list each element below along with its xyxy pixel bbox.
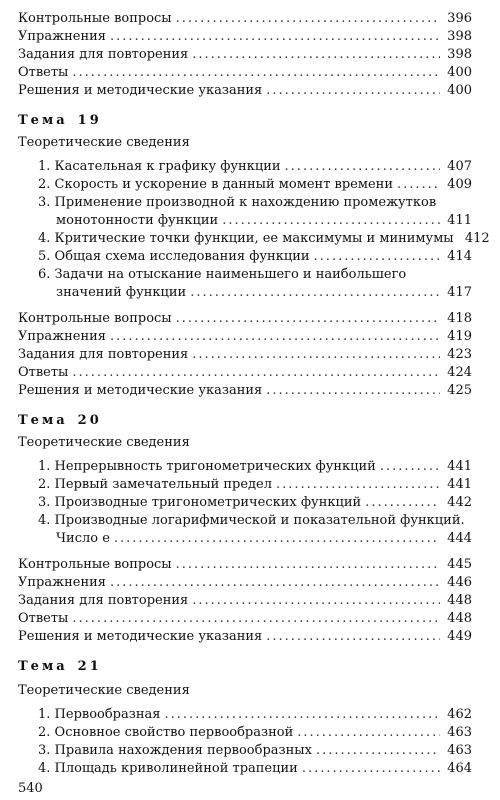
dot-leader [192, 592, 440, 610]
dot-leader [72, 364, 440, 382]
entry-title-line1: 4. Производные логарифмической и показательной функций. [38, 513, 465, 528]
entry-title: 1. Первообразная [38, 707, 161, 722]
entry-title: Ответы [18, 365, 69, 380]
toc-entry [18, 346, 472, 364]
entry-title: 3. Правила нахождения первообразных [38, 743, 312, 758]
entry-title: Ответы [18, 65, 69, 80]
entry-page: 441 [447, 459, 472, 474]
entry-page: 449 [447, 629, 472, 644]
toc-entry [18, 574, 472, 592]
dot-leader [222, 212, 440, 230]
entry-page: 418 [447, 311, 472, 326]
dot-leader [365, 494, 440, 512]
dot-leader [276, 476, 440, 494]
entry-title: Число e [56, 531, 110, 546]
toc-entry [38, 724, 472, 742]
entry-page: 407 [447, 159, 472, 174]
dot-leader [302, 760, 440, 778]
dot-leader [110, 328, 440, 346]
toc-entry [18, 592, 472, 610]
dot-leader [297, 724, 440, 742]
toc-entry [38, 248, 472, 266]
section-heading-21 [18, 658, 102, 676]
dot-leader [72, 610, 440, 628]
entry-page: 419 [447, 329, 472, 344]
entry-title: Решения и методические указания [18, 383, 263, 398]
dot-leader [72, 64, 440, 82]
toc-entry-answers [18, 64, 472, 82]
dot-leader [114, 530, 440, 548]
heading-number: 21 [77, 659, 102, 674]
entry-title: 2. Основное свойство первообразной [38, 725, 294, 740]
entry-title: Решения и методические указания [18, 83, 263, 98]
entry-page: 463 [447, 725, 472, 740]
toc-entry [38, 230, 490, 248]
entry-title: 2. Первый замечательный предел [38, 477, 273, 492]
toc-entry-review-tasks [18, 46, 472, 64]
entry-page: 417 [447, 285, 472, 300]
entry-title: монотонности функции [56, 213, 219, 228]
toc-entry [56, 530, 472, 548]
entry-page: 398 [447, 29, 472, 44]
dot-leader [266, 82, 440, 100]
entry-page: 448 [447, 611, 472, 626]
entry-title: Задания для повторения [18, 347, 189, 362]
entry-title: Контрольные вопросы [18, 557, 172, 572]
toc-entry [38, 158, 472, 176]
entry-page: 463 [447, 743, 472, 758]
entry-page: 442 [447, 495, 472, 510]
toc-entry [38, 494, 472, 512]
dot-leader [176, 10, 440, 28]
toc-entry [38, 760, 472, 778]
entry-page: 462 [447, 707, 472, 722]
toc-entry [56, 284, 472, 302]
entry-title: Ответы [18, 611, 69, 626]
entry-title: Задания для повторения [18, 593, 189, 608]
toc-entry [18, 310, 472, 328]
dot-leader [110, 28, 440, 46]
entry-page: 445 [447, 557, 472, 572]
entry-page: 446 [447, 575, 472, 590]
toc-entry-control-questions [18, 10, 472, 28]
toc-entry [18, 610, 472, 628]
heading-label: Тема [18, 413, 68, 428]
entry-title: 1. Касательная к графику функции [38, 159, 281, 174]
heading-number: 20 [77, 413, 102, 428]
entry-page: 412 [464, 231, 490, 246]
entry-page: 400 [447, 83, 472, 98]
entry-title: 4. Площадь криволинейной трапеции [38, 761, 298, 776]
entry-title: Упражнения [18, 29, 106, 44]
section-heading-20 [18, 412, 102, 430]
heading-number: 19 [77, 113, 102, 128]
section-heading-19 [18, 112, 102, 130]
dot-leader [266, 382, 440, 400]
entry-title: Задания для повторения [18, 47, 189, 62]
toc-entry-solutions [18, 82, 472, 100]
entry-page: 424 [447, 365, 472, 380]
entry-title: 4. Критические точки функции, ее максимумы и минимумы [38, 231, 454, 246]
toc-entry [18, 364, 472, 382]
toc-entry [38, 458, 472, 476]
toc-entry [38, 706, 472, 724]
entry-title: 1. Непрерывность тригонометрических функций [38, 459, 376, 474]
toc-entry [18, 328, 472, 346]
toc-entry [56, 212, 472, 230]
entry-title: 3. Производные тригонометрических функций [38, 495, 362, 510]
toc-entry [38, 742, 472, 760]
entry-page: 414 [447, 249, 472, 264]
entry-page: 441 [447, 477, 472, 492]
toc-entry-exercises [18, 28, 472, 46]
entry-title: Контрольные вопросы [18, 311, 172, 326]
dot-leader [316, 742, 440, 760]
entry-title: 2. Скорость и ускорение в данный момент времени [38, 177, 393, 192]
entry-page: 411 [447, 213, 472, 228]
entry-title-line1: 6. Задачи на отыскание наименьшего и наибольшего [38, 267, 407, 282]
dot-leader [164, 706, 440, 724]
dot-leader [397, 176, 440, 194]
dot-leader [190, 284, 440, 302]
entry-page: 444 [447, 531, 472, 546]
entry-title: 5. Общая схема исследования функции [38, 249, 310, 264]
entry-page: 400 [447, 65, 472, 80]
entry-page: 448 [447, 593, 472, 608]
section-subheading: Теоретические сведения [18, 135, 190, 150]
heading-label: Тема [18, 113, 68, 128]
entry-title: Решения и методические указания [18, 629, 263, 644]
dot-leader [314, 248, 440, 266]
section-subheading: Теоретические сведения [18, 435, 190, 450]
dot-leader [192, 346, 440, 364]
toc-entry [18, 628, 472, 646]
entry-title-line1: 3. Применение производной к нахождению промежутков [38, 195, 437, 210]
entry-page: 398 [447, 47, 472, 62]
dot-leader [176, 556, 440, 574]
entry-title: значений функции [56, 285, 187, 300]
dot-leader [192, 46, 440, 64]
section-subheading: Теоретические сведения [18, 683, 190, 698]
entry-page: 464 [447, 761, 472, 776]
entry-page: 423 [447, 347, 472, 362]
heading-label: Тема [18, 659, 68, 674]
toc-entry [18, 382, 472, 400]
entry-page: 409 [447, 177, 472, 192]
entry-title: Упражнения [18, 575, 106, 590]
dot-leader [176, 310, 440, 328]
page-number: 540 [18, 781, 43, 796]
dot-leader [266, 628, 440, 646]
entry-page: 425 [447, 383, 472, 398]
dot-leader [110, 574, 440, 592]
entry-title: Упражнения [18, 329, 106, 344]
dot-leader [380, 458, 440, 476]
toc-entry [38, 476, 472, 494]
toc-entry [38, 176, 472, 194]
entry-page: 396 [447, 11, 472, 26]
dot-leader [285, 158, 440, 176]
entry-title: Контрольные вопросы [18, 11, 172, 26]
toc-entry [18, 556, 472, 574]
